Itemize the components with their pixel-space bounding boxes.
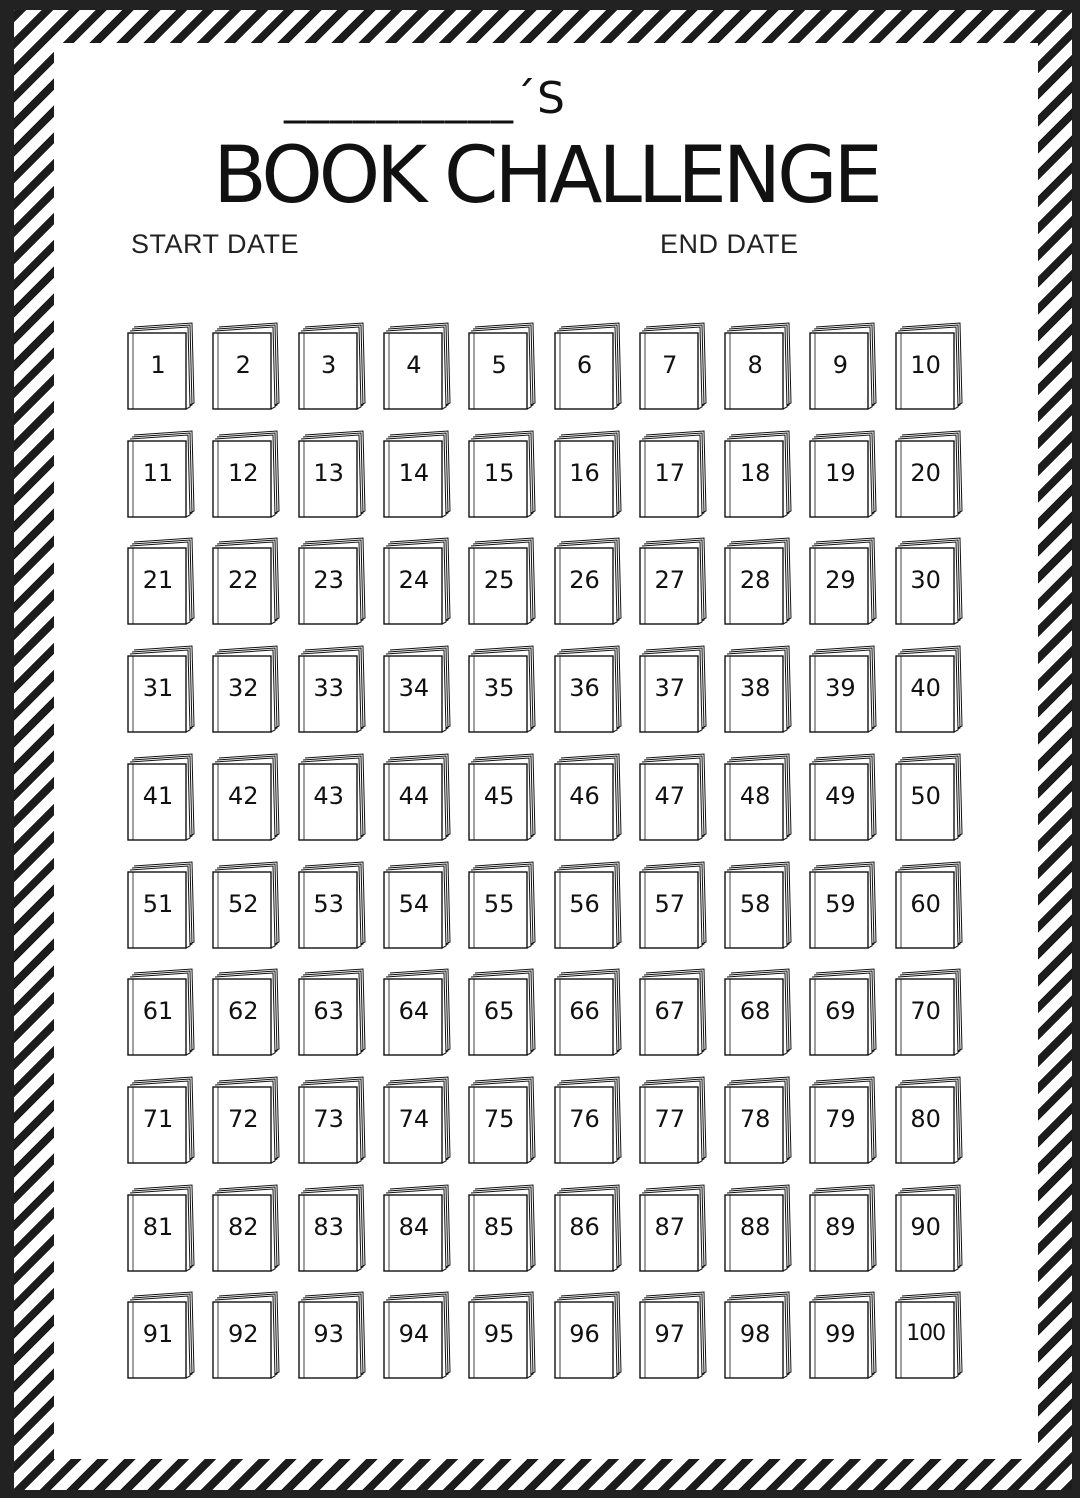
book-number: 26 bbox=[569, 566, 600, 595]
book-cell[interactable] bbox=[894, 429, 964, 519]
book-number: 94 bbox=[398, 1320, 430, 1349]
book-cell[interactable] bbox=[467, 644, 537, 734]
book-number: 62 bbox=[228, 997, 259, 1026]
book-number: 99 bbox=[825, 1320, 856, 1349]
book-number: 97 bbox=[654, 1320, 686, 1349]
book-number: 52 bbox=[228, 889, 259, 918]
book-cell[interactable] bbox=[894, 536, 964, 626]
book-cell[interactable] bbox=[211, 1075, 281, 1165]
book-number: 25 bbox=[483, 566, 515, 595]
book-cell[interactable] bbox=[467, 536, 537, 626]
book-number: 79 bbox=[825, 1104, 856, 1133]
book-cell[interactable] bbox=[553, 1075, 623, 1165]
book-cell[interactable] bbox=[808, 1290, 878, 1380]
book-number: 37 bbox=[654, 674, 686, 703]
book-number: 86 bbox=[569, 1212, 600, 1241]
book-cell[interactable] bbox=[382, 644, 452, 734]
book-number: 72 bbox=[228, 1104, 259, 1133]
book-number: 41 bbox=[142, 781, 174, 810]
book-cell[interactable] bbox=[467, 429, 537, 519]
book-cell[interactable] bbox=[126, 752, 196, 842]
book-number: 76 bbox=[569, 1104, 600, 1133]
book-cell[interactable] bbox=[894, 1290, 964, 1380]
book-cell[interactable] bbox=[382, 321, 452, 411]
book-cell[interactable] bbox=[467, 752, 537, 842]
book-cell[interactable] bbox=[553, 967, 623, 1057]
book-number: 75 bbox=[483, 1104, 515, 1133]
book-number: 92 bbox=[228, 1320, 259, 1349]
book-cell[interactable] bbox=[894, 967, 964, 1057]
book-cell[interactable] bbox=[467, 1183, 537, 1273]
book-cell[interactable] bbox=[723, 967, 793, 1057]
book-cell[interactable] bbox=[382, 1183, 452, 1273]
book-number: 23 bbox=[313, 566, 344, 595]
book-number: 85 bbox=[483, 1212, 515, 1241]
book-cell[interactable] bbox=[638, 967, 708, 1057]
book-grid bbox=[126, 321, 976, 1381]
book-number: 20 bbox=[910, 458, 941, 487]
book-number: 53 bbox=[313, 889, 344, 918]
book-number: 87 bbox=[654, 1212, 686, 1241]
book-number: 83 bbox=[313, 1212, 344, 1241]
book-cell[interactable] bbox=[382, 967, 452, 1057]
book-number: 78 bbox=[739, 1104, 771, 1133]
book-cell[interactable] bbox=[894, 1075, 964, 1165]
book-cell[interactable] bbox=[382, 429, 452, 519]
book-cell[interactable] bbox=[126, 1183, 196, 1273]
book-cell[interactable] bbox=[382, 1075, 452, 1165]
book-number: 1 bbox=[150, 351, 166, 379]
book-cell[interactable] bbox=[297, 429, 367, 519]
book-number: 95 bbox=[483, 1320, 515, 1349]
book-cell[interactable] bbox=[211, 536, 281, 626]
book-cell[interactable] bbox=[723, 1290, 793, 1380]
book-number: 55 bbox=[483, 889, 515, 918]
book-cell[interactable] bbox=[211, 752, 281, 842]
book-cell[interactable] bbox=[808, 1183, 878, 1273]
book-cell[interactable] bbox=[808, 644, 878, 734]
book-number: 8 bbox=[747, 351, 763, 379]
book-cell[interactable] bbox=[638, 1075, 708, 1165]
book-number: 49 bbox=[825, 781, 856, 810]
book-cell[interactable] bbox=[467, 321, 537, 411]
book-cell[interactable] bbox=[808, 752, 878, 842]
book-number: 16 bbox=[569, 458, 600, 487]
book-cell[interactable] bbox=[638, 644, 708, 734]
start-date-label: START DATE bbox=[131, 229, 300, 259]
book-number: 21 bbox=[142, 566, 174, 595]
book-number: 2 bbox=[235, 351, 251, 379]
book-cell[interactable] bbox=[297, 536, 367, 626]
book-number: 84 bbox=[398, 1212, 430, 1241]
book-number: 42 bbox=[228, 781, 259, 810]
book-number: 24 bbox=[398, 566, 430, 595]
book-number: 68 bbox=[739, 997, 771, 1026]
book-cell[interactable] bbox=[894, 860, 964, 950]
book-number: 33 bbox=[313, 674, 344, 703]
book-number: 56 bbox=[569, 889, 600, 918]
book-number: 90 bbox=[910, 1212, 941, 1241]
book-cell[interactable] bbox=[553, 644, 623, 734]
book-cell[interactable] bbox=[297, 752, 367, 842]
book-number: 59 bbox=[825, 889, 856, 918]
book-number: 69 bbox=[825, 997, 856, 1026]
book-number: 19 bbox=[825, 458, 856, 487]
book-number: 70 bbox=[910, 997, 941, 1026]
book-cell[interactable] bbox=[808, 321, 878, 411]
book-number: 31 bbox=[142, 674, 174, 703]
book-cell[interactable] bbox=[126, 1075, 196, 1165]
book-number: 50 bbox=[910, 781, 941, 810]
book-cell[interactable] bbox=[467, 860, 537, 950]
book-number: 32 bbox=[228, 674, 259, 703]
book-number: 66 bbox=[569, 997, 600, 1026]
book-cell[interactable] bbox=[382, 536, 452, 626]
book-number: 22 bbox=[228, 566, 259, 595]
book-cell[interactable] bbox=[211, 644, 281, 734]
book-cell[interactable] bbox=[723, 429, 793, 519]
book-cell[interactable] bbox=[638, 860, 708, 950]
book-number: 51 bbox=[142, 889, 174, 918]
book-cell[interactable] bbox=[126, 860, 196, 950]
book-cell[interactable] bbox=[808, 429, 878, 519]
book-number: 11 bbox=[142, 458, 174, 487]
book-number: 47 bbox=[654, 781, 686, 810]
book-cell[interactable] bbox=[297, 967, 367, 1057]
book-number: 73 bbox=[313, 1104, 344, 1133]
book-cell[interactable] bbox=[638, 1290, 708, 1380]
book-cell[interactable] bbox=[638, 429, 708, 519]
book-cell[interactable] bbox=[297, 1075, 367, 1165]
book-number: 29 bbox=[825, 566, 856, 595]
book-cell[interactable] bbox=[297, 1183, 367, 1273]
book-number: 82 bbox=[228, 1212, 259, 1241]
book-number: 89 bbox=[825, 1212, 856, 1241]
book-number: 7 bbox=[662, 351, 678, 379]
book-number: 17 bbox=[654, 458, 686, 487]
book-number: 91 bbox=[142, 1320, 174, 1349]
book-cell[interactable] bbox=[126, 536, 196, 626]
book-number: 10 bbox=[910, 351, 941, 379]
book-cell[interactable] bbox=[126, 967, 196, 1057]
book-cell[interactable] bbox=[638, 752, 708, 842]
book-number: 6 bbox=[576, 351, 593, 379]
book-cell[interactable] bbox=[553, 752, 623, 842]
book-number: 3 bbox=[320, 351, 337, 379]
book-number: 98 bbox=[739, 1320, 771, 1349]
book-number: 44 bbox=[398, 781, 430, 810]
book-number: 28 bbox=[739, 566, 771, 595]
book-cell[interactable] bbox=[467, 1075, 537, 1165]
book-cell[interactable] bbox=[382, 860, 452, 950]
book-cell[interactable] bbox=[211, 967, 281, 1057]
book-number: 64 bbox=[398, 997, 430, 1026]
book-number: 74 bbox=[398, 1104, 430, 1133]
book-number: 96 bbox=[569, 1320, 600, 1349]
book-number: 100 bbox=[906, 1321, 946, 1347]
book-cell[interactable] bbox=[211, 860, 281, 950]
book-cell[interactable] bbox=[723, 1075, 793, 1165]
book-cell[interactable] bbox=[211, 321, 281, 411]
book-cell[interactable] bbox=[723, 752, 793, 842]
book-cell[interactable] bbox=[297, 1290, 367, 1380]
book-number: 38 bbox=[739, 674, 771, 703]
book-number: 54 bbox=[398, 889, 430, 918]
book-cell[interactable] bbox=[808, 860, 878, 950]
book-cell[interactable] bbox=[723, 1183, 793, 1273]
book-cell[interactable] bbox=[553, 429, 623, 519]
book-cell[interactable] bbox=[297, 644, 367, 734]
book-number: 36 bbox=[569, 674, 600, 703]
book-cell[interactable] bbox=[126, 429, 196, 519]
book-cell[interactable] bbox=[211, 1183, 281, 1273]
book-cell[interactable] bbox=[808, 1075, 878, 1165]
book-cell[interactable] bbox=[723, 860, 793, 950]
book-cell[interactable] bbox=[894, 644, 964, 734]
book-number: 67 bbox=[654, 997, 686, 1026]
book-number: 40 bbox=[910, 674, 941, 703]
book-cell[interactable] bbox=[894, 321, 964, 411]
book-cell[interactable] bbox=[382, 1290, 452, 1380]
book-number: 12 bbox=[228, 458, 259, 487]
end-date-label: END DATE bbox=[660, 229, 799, 259]
book-number: 27 bbox=[654, 566, 686, 595]
book-number: 48 bbox=[739, 781, 771, 810]
challenge-page bbox=[54, 43, 1038, 1459]
book-number: 18 bbox=[739, 458, 771, 487]
book-cell[interactable] bbox=[126, 644, 196, 734]
book-cell[interactable] bbox=[553, 536, 623, 626]
book-cell[interactable] bbox=[467, 967, 537, 1057]
book-cell[interactable] bbox=[894, 752, 964, 842]
book-number: 88 bbox=[739, 1212, 771, 1241]
book-number: 34 bbox=[398, 674, 430, 703]
book-cell[interactable] bbox=[553, 860, 623, 950]
book-number: 60 bbox=[910, 889, 941, 918]
book-number: 65 bbox=[483, 997, 515, 1026]
owner-name-line[interactable]: __________´S bbox=[284, 73, 566, 124]
book-cell[interactable] bbox=[808, 536, 878, 626]
book-cell[interactable] bbox=[723, 644, 793, 734]
book-number: 46 bbox=[569, 781, 600, 810]
book-cell[interactable] bbox=[638, 321, 708, 411]
book-cell[interactable] bbox=[211, 1290, 281, 1380]
book-number: 9 bbox=[832, 351, 849, 379]
book-number: 14 bbox=[398, 458, 430, 487]
book-number: 81 bbox=[142, 1212, 174, 1241]
book-cell[interactable] bbox=[467, 1290, 537, 1380]
page-title: BOOK CHALLENGE bbox=[213, 131, 879, 221]
book-cell[interactable] bbox=[126, 1290, 196, 1380]
book-number: 77 bbox=[654, 1104, 686, 1133]
book-cell[interactable] bbox=[126, 321, 196, 411]
book-number: 43 bbox=[313, 781, 344, 810]
book-cell[interactable] bbox=[297, 860, 367, 950]
book-number: 5 bbox=[491, 351, 507, 379]
book-number: 57 bbox=[654, 889, 686, 918]
book-cell[interactable] bbox=[553, 321, 623, 411]
book-number: 63 bbox=[313, 997, 344, 1026]
book-cell[interactable] bbox=[553, 1290, 623, 1380]
book-number: 61 bbox=[142, 997, 174, 1026]
book-number: 35 bbox=[483, 674, 515, 703]
book-number: 15 bbox=[483, 458, 515, 487]
book-number: 80 bbox=[910, 1104, 941, 1133]
book-number: 30 bbox=[910, 566, 941, 595]
book-cell[interactable] bbox=[638, 1183, 708, 1273]
book-number: 4 bbox=[406, 351, 422, 379]
book-cell[interactable] bbox=[894, 1183, 964, 1273]
book-cell[interactable] bbox=[808, 967, 878, 1057]
book-number: 93 bbox=[313, 1320, 344, 1349]
book-number: 39 bbox=[825, 674, 856, 703]
book-cell[interactable] bbox=[723, 321, 793, 411]
book-number: 58 bbox=[739, 889, 771, 918]
book-cell[interactable] bbox=[211, 429, 281, 519]
book-number: 45 bbox=[483, 781, 515, 810]
book-cell[interactable] bbox=[723, 536, 793, 626]
book-cell[interactable] bbox=[382, 752, 452, 842]
book-number: 71 bbox=[142, 1104, 174, 1133]
book-number: 13 bbox=[313, 458, 344, 487]
book-cell[interactable] bbox=[297, 321, 367, 411]
book-cell[interactable] bbox=[553, 1183, 623, 1273]
book-cell[interactable] bbox=[638, 536, 708, 626]
